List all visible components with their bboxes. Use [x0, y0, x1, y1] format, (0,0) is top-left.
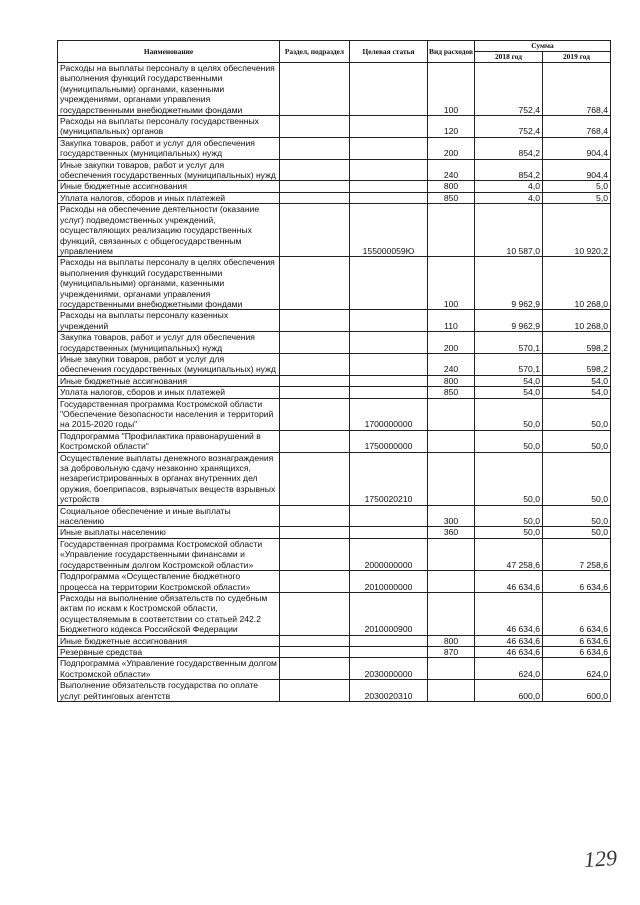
table-row — [58, 635, 611, 646]
cell-y2018: 10 587,0 — [475, 204, 543, 257]
budget-table — [57, 40, 611, 702]
cell-target: 2000000000 — [350, 538, 428, 570]
cell-section — [280, 159, 350, 181]
col-header-2019: 2019 год — [543, 52, 611, 63]
col-header-section: Раздел, подраздел — [280, 41, 350, 63]
cell-type: 110 — [428, 310, 475, 332]
cell-section — [280, 116, 350, 138]
cell-y2019: 768,4 — [543, 63, 611, 116]
table-row — [58, 592, 611, 635]
cell-name: Государственная программа Костромской области "Обеспечение безопасности населения и территорий на 2015-2020 годы" — [58, 398, 280, 430]
cell-type — [428, 452, 475, 505]
table-row — [58, 571, 611, 593]
cell-section — [280, 658, 350, 680]
cell-type — [428, 571, 475, 593]
cell-name: Расходы на выплаты персоналу государственных (муниципальных) органов — [58, 116, 280, 138]
cell-y2019: 5,0 — [543, 192, 611, 203]
cell-section — [280, 505, 350, 527]
cell-y2019: 6 634,6 — [543, 635, 611, 646]
cell-type: 100 — [428, 257, 475, 310]
table-row — [58, 181, 611, 192]
cell-y2019: 7 258,6 — [543, 538, 611, 570]
table-row — [58, 658, 611, 680]
cell-section — [280, 332, 350, 354]
cell-type: 200 — [428, 332, 475, 354]
table-row — [58, 375, 611, 386]
cell-y2018: 46 634,6 — [475, 571, 543, 593]
cell-type: 800 — [428, 375, 475, 386]
cell-y2018: 46 634,6 — [475, 646, 543, 657]
table-row — [58, 204, 611, 257]
cell-section — [280, 571, 350, 593]
cell-target — [350, 375, 428, 386]
table-row — [58, 505, 611, 527]
cell-y2018: 854,2 — [475, 159, 543, 181]
cell-target: 2010000900 — [350, 592, 428, 635]
cell-y2019: 6 634,6 — [543, 646, 611, 657]
cell-target — [350, 192, 428, 203]
cell-name: Подпрограмма "Профилактика правонарушений в Костромской области" — [58, 430, 280, 452]
cell-section — [280, 527, 350, 538]
cell-y2019: 6 634,6 — [543, 592, 611, 635]
cell-section — [280, 538, 350, 570]
cell-name: Иные бюджетные ассигнования — [58, 375, 280, 386]
table-row — [58, 527, 611, 538]
cell-y2018: 46 634,6 — [475, 592, 543, 635]
cell-y2018: 570,1 — [475, 353, 543, 375]
table-body — [58, 63, 611, 702]
cell-y2018: 752,4 — [475, 116, 543, 138]
cell-section — [280, 310, 350, 332]
cell-name: Иные закупки товаров, работ и услуг для обеспечения государственных (муниципальных) нужд — [58, 159, 280, 181]
cell-section — [280, 375, 350, 386]
cell-y2019: 5,0 — [543, 181, 611, 192]
cell-target: 155000059Ю — [350, 204, 428, 257]
table-row — [58, 398, 611, 430]
cell-target — [350, 63, 428, 116]
table-row — [58, 387, 611, 398]
cell-name: Подпрограмма «Управление государственным долгом Костромской области» — [58, 658, 280, 680]
cell-type — [428, 204, 475, 257]
cell-name: Расходы на выполнение обязательств по судебным актам по искам к Костромской области, осуществляемым в соответствии со статьей 242.2 Бюджетного кодекса Российской Федерации — [58, 592, 280, 635]
cell-target — [350, 310, 428, 332]
cell-y2018: 854,2 — [475, 137, 543, 159]
cell-target — [350, 353, 428, 375]
cell-y2019: 10 920,2 — [543, 204, 611, 257]
cell-type — [428, 430, 475, 452]
table-row — [58, 332, 611, 354]
cell-y2019: 904,4 — [543, 137, 611, 159]
cell-section — [280, 398, 350, 430]
cell-name: Иные закупки товаров, работ и услуг для обеспечения государственных (муниципальных) нужд — [58, 353, 280, 375]
cell-target — [350, 137, 428, 159]
table-row — [58, 63, 611, 116]
cell-type — [428, 592, 475, 635]
cell-name: Расходы на выплаты персоналу казенных учреждений — [58, 310, 280, 332]
cell-y2019: 10 268,0 — [543, 310, 611, 332]
cell-name: Иные бюджетные ассигнования — [58, 635, 280, 646]
cell-section — [280, 353, 350, 375]
cell-y2019: 50,0 — [543, 505, 611, 527]
page-number: 129 — [583, 844, 618, 873]
cell-type: 850 — [428, 192, 475, 203]
cell-y2018: 4,0 — [475, 181, 543, 192]
col-header-name: Наименование — [58, 41, 280, 63]
cell-section — [280, 181, 350, 192]
table-row — [58, 137, 611, 159]
cell-type: 800 — [428, 635, 475, 646]
cell-target — [350, 387, 428, 398]
cell-section — [280, 257, 350, 310]
cell-target — [350, 635, 428, 646]
cell-y2018: 9 962,9 — [475, 257, 543, 310]
col-header-type: Вид расходов — [428, 41, 475, 63]
cell-type: 120 — [428, 116, 475, 138]
table-row — [58, 116, 611, 138]
table-row — [58, 159, 611, 181]
cell-y2018: 50,0 — [475, 527, 543, 538]
cell-name: Иные выплаты населению — [58, 527, 280, 538]
cell-type: 850 — [428, 387, 475, 398]
table-row — [58, 353, 611, 375]
cell-y2018: 50,0 — [475, 398, 543, 430]
cell-y2018: 54,0 — [475, 387, 543, 398]
cell-target: 1700000000 — [350, 398, 428, 430]
cell-y2018: 50,0 — [475, 430, 543, 452]
cell-y2018: 624,0 — [475, 658, 543, 680]
cell-name: Расходы на выплаты персоналу в целях обеспечения выполнения функций государственными (муниципальными) органами, казенными учреждениями, органами управления государственными внебюджетными фондами — [58, 63, 280, 116]
cell-y2018: 50,0 — [475, 505, 543, 527]
cell-y2018: 46 634,6 — [475, 635, 543, 646]
cell-name: Резервные средства — [58, 646, 280, 657]
cell-target — [350, 527, 428, 538]
cell-type: 240 — [428, 353, 475, 375]
table-row — [58, 452, 611, 505]
cell-type — [428, 658, 475, 680]
cell-section — [280, 680, 350, 702]
table-row — [58, 646, 611, 657]
cell-section — [280, 387, 350, 398]
cell-type: 300 — [428, 505, 475, 527]
cell-name: Закупка товаров, работ и услуг для обеспечения государственных (муниципальных) нужд — [58, 137, 280, 159]
cell-y2019: 598,2 — [543, 332, 611, 354]
cell-y2018: 752,4 — [475, 63, 543, 116]
cell-y2019: 54,0 — [543, 387, 611, 398]
cell-y2019: 904,4 — [543, 159, 611, 181]
cell-type — [428, 538, 475, 570]
cell-y2019: 768,4 — [543, 116, 611, 138]
cell-y2018: 570,1 — [475, 332, 543, 354]
cell-section — [280, 63, 350, 116]
cell-section — [280, 192, 350, 203]
cell-type — [428, 680, 475, 702]
cell-type: 800 — [428, 181, 475, 192]
cell-y2019: 50,0 — [543, 430, 611, 452]
cell-target: 2030000000 — [350, 658, 428, 680]
cell-section — [280, 592, 350, 635]
cell-name: Государственная программа Костромской области «Управление государственными финансами и государственным долгом Костромской области» — [58, 538, 280, 570]
col-header-target: Целевая статья — [350, 41, 428, 63]
cell-target: 1750000000 — [350, 430, 428, 452]
cell-type: 200 — [428, 137, 475, 159]
cell-target — [350, 332, 428, 354]
cell-section — [280, 635, 350, 646]
cell-target — [350, 181, 428, 192]
cell-name: Осуществление выплаты денежного вознаграждения за добровольную сдачу незаконно хранящихся, незарегистрированных в органах внутренних дел оружия, боеприпасов, взрывчатых веществ взрывных устройств — [58, 452, 280, 505]
cell-y2019: 624,0 — [543, 658, 611, 680]
cell-target — [350, 646, 428, 657]
cell-section — [280, 430, 350, 452]
cell-name: Социальное обеспечение и иные выплаты населению — [58, 505, 280, 527]
cell-type: 360 — [428, 527, 475, 538]
col-header-2018: 2018 год — [475, 52, 543, 63]
cell-name: Расходы на выплаты персоналу в целях обеспечения выполнения функций государственными (муниципальными) органами, казенными учреждениями, органами управления государственными внебюджетными фондами — [58, 257, 280, 310]
cell-target — [350, 257, 428, 310]
cell-name: Выполнение обязательств государства по оплате услуг рейтинговых агентств — [58, 680, 280, 702]
cell-type: 870 — [428, 646, 475, 657]
cell-target — [350, 116, 428, 138]
cell-y2018: 9 962,9 — [475, 310, 543, 332]
col-header-sum: Сумма — [475, 41, 611, 52]
table-row — [58, 257, 611, 310]
cell-section — [280, 204, 350, 257]
cell-y2018: 54,0 — [475, 375, 543, 386]
cell-target: 1750020210 — [350, 452, 428, 505]
cell-section — [280, 646, 350, 657]
table-row — [58, 538, 611, 570]
cell-y2019: 54,0 — [543, 375, 611, 386]
cell-y2019: 50,0 — [543, 398, 611, 430]
cell-y2019: 50,0 — [543, 527, 611, 538]
cell-name: Уплата налогов, сборов и иных платежей — [58, 387, 280, 398]
cell-y2019: 600,0 — [543, 680, 611, 702]
table-row — [58, 430, 611, 452]
cell-type: 240 — [428, 159, 475, 181]
cell-section — [280, 137, 350, 159]
cell-y2019: 6 634,6 — [543, 571, 611, 593]
cell-section — [280, 452, 350, 505]
table-row — [58, 310, 611, 332]
cell-y2019: 10 268,0 — [543, 257, 611, 310]
cell-y2018: 50,0 — [475, 452, 543, 505]
cell-type — [428, 398, 475, 430]
cell-target — [350, 505, 428, 527]
cell-name: Расходы на обеспечение деятельности (оказание услуг) подведомственных учреждений, осуществляющих реализацию государственных функций, связанных с общегосударственным управлением — [58, 204, 280, 257]
cell-name: Иные бюджетные ассигнования — [58, 181, 280, 192]
table-row — [58, 192, 611, 203]
cell-y2018: 600,0 — [475, 680, 543, 702]
cell-y2018: 47 258,6 — [475, 538, 543, 570]
cell-y2019: 598,2 — [543, 353, 611, 375]
cell-name: Уплата налогов, сборов и иных платежей — [58, 192, 280, 203]
table-row — [58, 680, 611, 702]
cell-name: Закупка товаров, работ и услуг для обеспечения государственных (муниципальных) нужд — [58, 332, 280, 354]
cell-type: 100 — [428, 63, 475, 116]
cell-name: Подпрограмма «Осуществление бюджетного процесса на территории Костромской области» — [58, 571, 280, 593]
cell-target: 2010000000 — [350, 571, 428, 593]
cell-y2018: 4,0 — [475, 192, 543, 203]
cell-y2019: 50,0 — [543, 452, 611, 505]
cell-target: 2030020310 — [350, 680, 428, 702]
cell-target — [350, 159, 428, 181]
